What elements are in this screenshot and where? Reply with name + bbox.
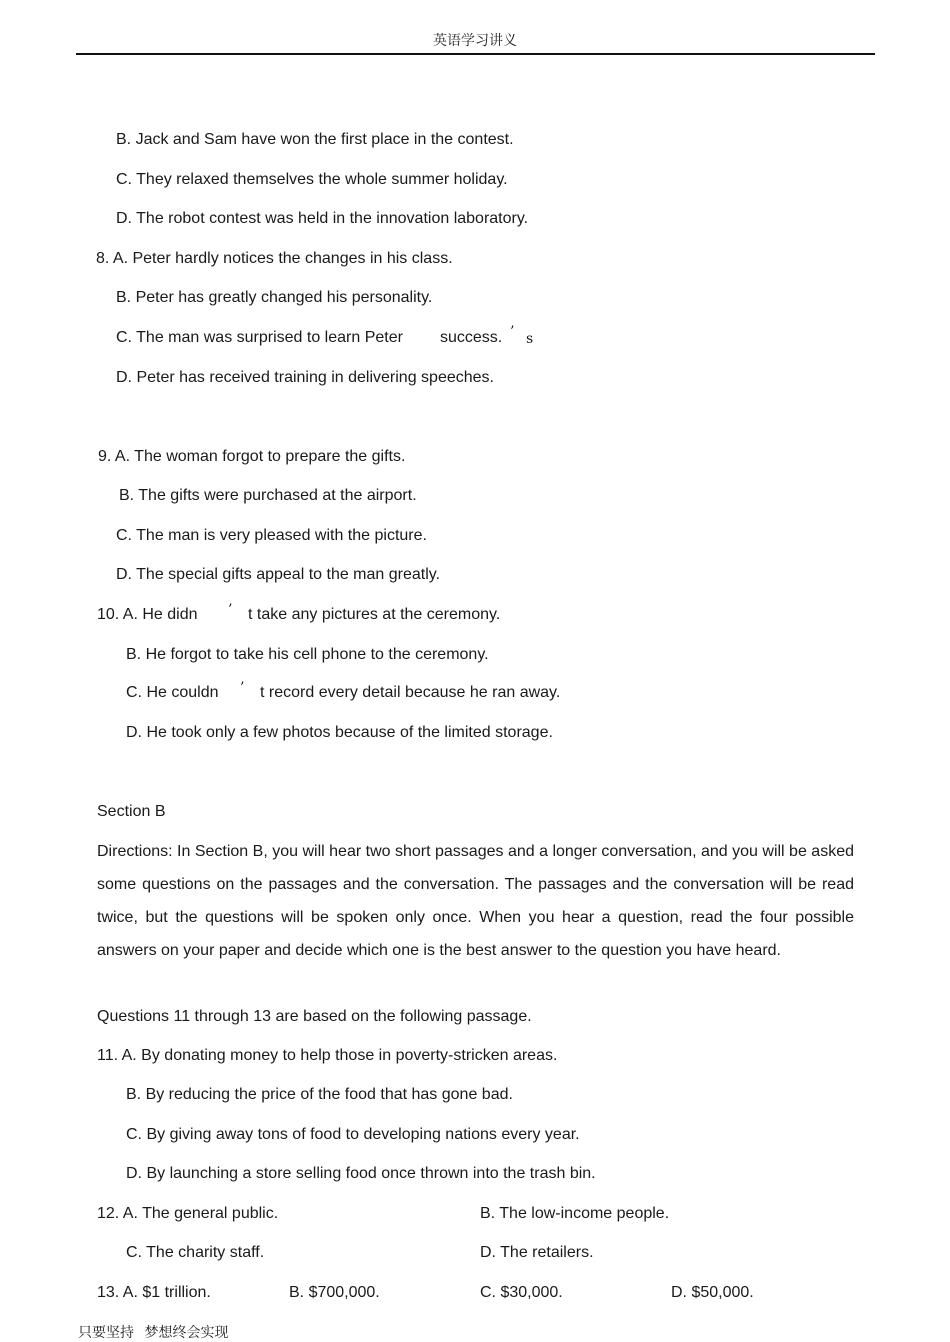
q9-option-a: 9. A. The woman forgot to prepare the gifts. — [98, 448, 406, 465]
q7-option-d: D. The robot contest was held in the innovation laboratory. — [116, 210, 529, 227]
header-divider — [76, 53, 875, 55]
q8-option-c-apostrophe: ’ — [510, 324, 515, 340]
q9-option-b: B. The gifts were purchased at the airport. — [119, 487, 417, 504]
q11-option-a: 11. A. By donating money to help those in poverty-stricken areas. — [97, 1047, 558, 1064]
q10-option-a-apostrophe: ’ — [228, 602, 233, 618]
q9-option-d: D. The special gifts appeal to the man greatly. — [116, 566, 441, 583]
q8-option-c-s: s — [526, 331, 534, 347]
q12-option-a: 12. A. The general public. — [97, 1205, 279, 1222]
q13-option-b: B. $700,000. — [289, 1284, 380, 1301]
q13-option-a: 13. A. $1 trillion. — [97, 1284, 211, 1301]
q9-option-c: C. The man is very pleased with the picture. — [116, 527, 427, 544]
q8-option-c: C. The man was surprised to learn Peter — [116, 329, 403, 346]
section-directions: Directions: In Section B, you will hear two short passages and a longer conversation, and you will be asked some questions on the passages and the conversation. The passages and the conversation will be read twice, but the questions will be spoken only once. When you hear a question, read the four possible answers on your paper and decide which one is the best answer to the question you have heard. — [97, 843, 854, 959]
q12-option-b: B. The low-income people. — [480, 1205, 670, 1222]
q11-option-c: C. By giving away tons of food to developing nations every year. — [126, 1126, 580, 1143]
page-footer-motto: 只要坚持 梦想终会实现 — [78, 1325, 229, 1341]
q10-option-d: D. He took only a few photos because of the limited storage. — [126, 724, 553, 741]
q10-option-a: 10. A. He didn — [97, 606, 198, 623]
q13-option-d: D. $50,000. — [671, 1284, 754, 1301]
q8-option-b: B. Peter has greatly changed his personality. — [116, 289, 433, 306]
q10-option-c-tail: t record every detail because he ran away. — [260, 684, 561, 701]
q8-option-a: 8. A. Peter hardly notices the changes in his class. — [96, 250, 453, 267]
q10-option-a-tail: t take any pictures at the ceremony. — [248, 606, 501, 623]
q11-option-d: D. By launching a store selling food once thrown into the trash bin. — [126, 1165, 596, 1182]
q8-option-d: D. Peter has received training in delivering speeches. — [116, 369, 494, 386]
q11-option-b: B. By reducing the price of the food that has gone bad. — [126, 1086, 513, 1103]
q13-option-c: C. $30,000. — [480, 1284, 563, 1301]
q7-option-b: B. Jack and Sam have won the first place in the contest. — [116, 131, 514, 148]
q8-option-c-tail: success. — [440, 329, 503, 346]
q12-option-c: C. The charity staff. — [126, 1244, 265, 1261]
q12-option-d: D. The retailers. — [480, 1244, 594, 1261]
q10-option-b: B. He forgot to take his cell phone to the ceremony. — [126, 646, 489, 663]
q10-option-c: C. He couldn — [126, 684, 219, 701]
q7-option-c: C. They relaxed themselves the whole summer holiday. — [116, 171, 508, 188]
q10-option-c-apostrophe: ’ — [240, 680, 245, 696]
section-title: Section B — [97, 803, 166, 820]
passage-intro: Questions 11 through 13 are based on the following passage. — [97, 1008, 532, 1025]
page-header-title: 英语学习讲义 — [433, 33, 517, 49]
